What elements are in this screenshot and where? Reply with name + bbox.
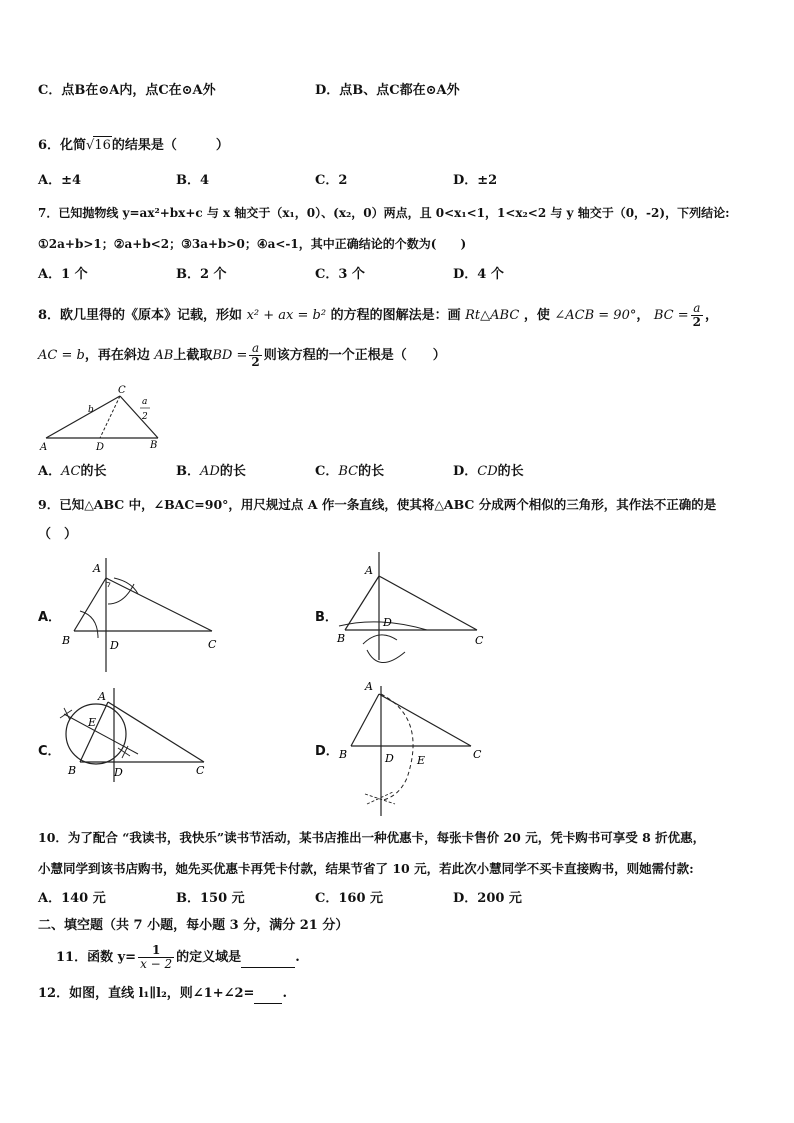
q8-mid3: ，再在斜边 <box>84 348 150 363</box>
q9a-label-a: A <box>93 562 101 575</box>
q8-stem-line1: 8．欧几里得的《原本》记载，形如 x² + ax = b² 的方程的图解法是：画 Rt△ABC ，使 ∠ACB = 90°， BC = $\frac{a}{2}$ ， <box>38 301 719 329</box>
q6-stem <box>38 136 229 155</box>
q8-mid2: ，使 <box>523 308 550 323</box>
q9-figure-a <box>60 556 230 676</box>
q8-label-a: A <box>40 442 48 453</box>
q9a-label-c: C <box>208 638 217 651</box>
q8-mid: 的方程的图解法是：画 <box>330 308 461 323</box>
q8-label-c: C <box>118 385 126 396</box>
q9d-label-d: D <box>385 752 394 765</box>
q9b-label-b: B <box>337 632 346 645</box>
q8-equation: x² + ax = b² <box>246 308 327 323</box>
q10-option-a: A．140 元 <box>38 891 106 906</box>
q9c-label-d: D <box>114 766 123 779</box>
q10-stem-line1: 10．为了配合 “我读书，我快乐”读书节活动，某书店推出一种优惠卡，每张卡售价 20 元，凭卡购书可享受 8 折优惠， <box>38 830 706 845</box>
q10-option-b: B．150 元 <box>176 891 245 906</box>
q7-option-a: A．1 个 <box>38 267 88 282</box>
q5-option-c: C．点B在⊙A内，点C在⊙A外 <box>38 83 216 98</box>
q7-option-b: B．2 个 <box>176 267 227 282</box>
q8-frac-a-over-2-b: $\frac{a}{2}$ <box>251 341 260 369</box>
q12-text: 12．如图，直线 l₁∥l₂，则∠1+∠2= <box>38 986 255 1001</box>
q12-stem: 12．如图，直线 l₁∥l₂，则∠1+∠2= . <box>38 985 287 1004</box>
q9d-label-b: B <box>339 748 348 761</box>
q9c-label-b: B <box>68 764 77 777</box>
q9-figure-c <box>58 686 218 786</box>
q8-bd: BD = <box>212 348 248 363</box>
q8-bc: BC = <box>653 308 689 323</box>
section-2-heading: 二、填空题（共 7 小题，每小题 3 分，满分 21 分） <box>38 918 349 933</box>
q9-figure-b <box>335 550 495 680</box>
q9-option-d-label: D． <box>315 744 339 759</box>
q11-fraction: $\frac{1}{x - 2}$ <box>140 943 173 971</box>
q7-option-c: C．3 个 <box>315 267 365 282</box>
q6-option-a: A．±4 <box>38 173 82 188</box>
q9c-label-a: A <box>98 690 106 703</box>
q8-label-side-b: b <box>88 405 94 415</box>
q6-option-c: C．2 <box>315 173 348 188</box>
q9a-label-d: D <box>110 639 119 652</box>
q8-prefix: 8．欧几里得的《原本》记载，形如 <box>38 308 243 323</box>
sqrt-icon: √ <box>86 138 95 153</box>
q9b-label-c: C <box>475 634 484 647</box>
q8-label-d: D <box>96 442 105 453</box>
q7-stem-line2: ①2a+b>1；②a+b<2；③3a+b>0；④a<-1，其中正确结论的个数为( ) <box>38 237 467 251</box>
q8-option-b: B．AD的长 <box>176 464 246 479</box>
q10-option-d: D．200 元 <box>453 891 522 906</box>
q11-stem: 11．函数 y= $\frac{1}{x - 2}$ 的定义域是 . <box>56 943 300 971</box>
q9b-label-a: A <box>365 564 373 577</box>
q6-option-b: B．4 <box>176 173 210 188</box>
q7-option-d: D．4 个 <box>453 267 504 282</box>
q8-label-b: B <box>150 440 158 451</box>
q9a-label-b: B <box>62 634 71 647</box>
q11-prefix: 11．函数 y= <box>56 950 137 965</box>
q8-suffix: 则该方程的一个正根是（ ） <box>263 348 446 363</box>
q10-option-c: C．160 元 <box>315 891 384 906</box>
q9-figure-d <box>337 678 497 818</box>
q9d-label-c: C <box>473 748 482 761</box>
q9-option-c-label: C． <box>38 744 61 759</box>
q11-answer-blank[interactable] <box>241 949 295 968</box>
q8-triangle: Rt△ABC <box>465 308 520 323</box>
q9-option-b-label: B． <box>315 610 338 625</box>
q8-option-c: C．BC的长 <box>315 464 385 479</box>
q6-radicand: 16 <box>94 138 111 153</box>
q7-stem-line1: 7．已知抛物线 y=ax²+bx+c 与 x 轴交于（x₁，0）、(x₂，0）两点，且 0<x₁<1，1<x₂<2 与 y 轴交于（0，-2)，下列结论: <box>38 206 730 220</box>
q8-stem-line2 <box>38 342 446 369</box>
q8-triangle-figure <box>38 384 168 454</box>
q10-stem-line2: 小慧同学到该书店购书，她先买优惠卡再凭卡付款，结果节省了 10 元，若此次小慧同学不买卡直接购书，则她需付款: <box>38 861 694 876</box>
q9b-label-d: D <box>383 616 392 629</box>
q8-frac-a-over-2: $\frac{a}{2}$ <box>692 301 702 329</box>
q8-angle: ∠ACB = 90° <box>554 308 637 323</box>
q12-answer-blank[interactable] <box>254 985 282 1004</box>
q8-option-a: A．AC的长 <box>38 464 107 479</box>
q6-option-d: D．±2 <box>453 173 498 188</box>
q8-ac: AC = b <box>38 348 85 363</box>
q9-stem-line1: 9．已知△ABC 中，∠BAC=90°，用尺规过点 A 作一条直线，使其将△ABC 分成两个相似的三角形，其作法不正确的是 <box>38 497 717 512</box>
q5-option-d: D．点B、点C都在⊙A外 <box>315 83 460 98</box>
q9-stem-line2: （ ） <box>38 527 78 542</box>
q8-mid4: 上截取 <box>173 348 213 363</box>
q6-prefix: 6．化简 <box>38 138 87 153</box>
q8-label-side-a: a <box>142 397 148 407</box>
q9-option-a-label: A． <box>38 610 62 625</box>
q9c-label-e: E <box>88 716 97 729</box>
q9d-label-e: E <box>417 754 426 767</box>
q8-label-two: 2 <box>142 412 148 422</box>
q9d-label-a: A <box>365 680 373 693</box>
q8-option-d: D．CD的长 <box>453 464 524 479</box>
q6-suffix: 的结果是（ ） <box>111 138 229 153</box>
q9c-label-c: C <box>196 764 205 777</box>
q11-suffix: 的定义域是 <box>176 950 242 965</box>
q8-ab: AB <box>154 348 174 363</box>
